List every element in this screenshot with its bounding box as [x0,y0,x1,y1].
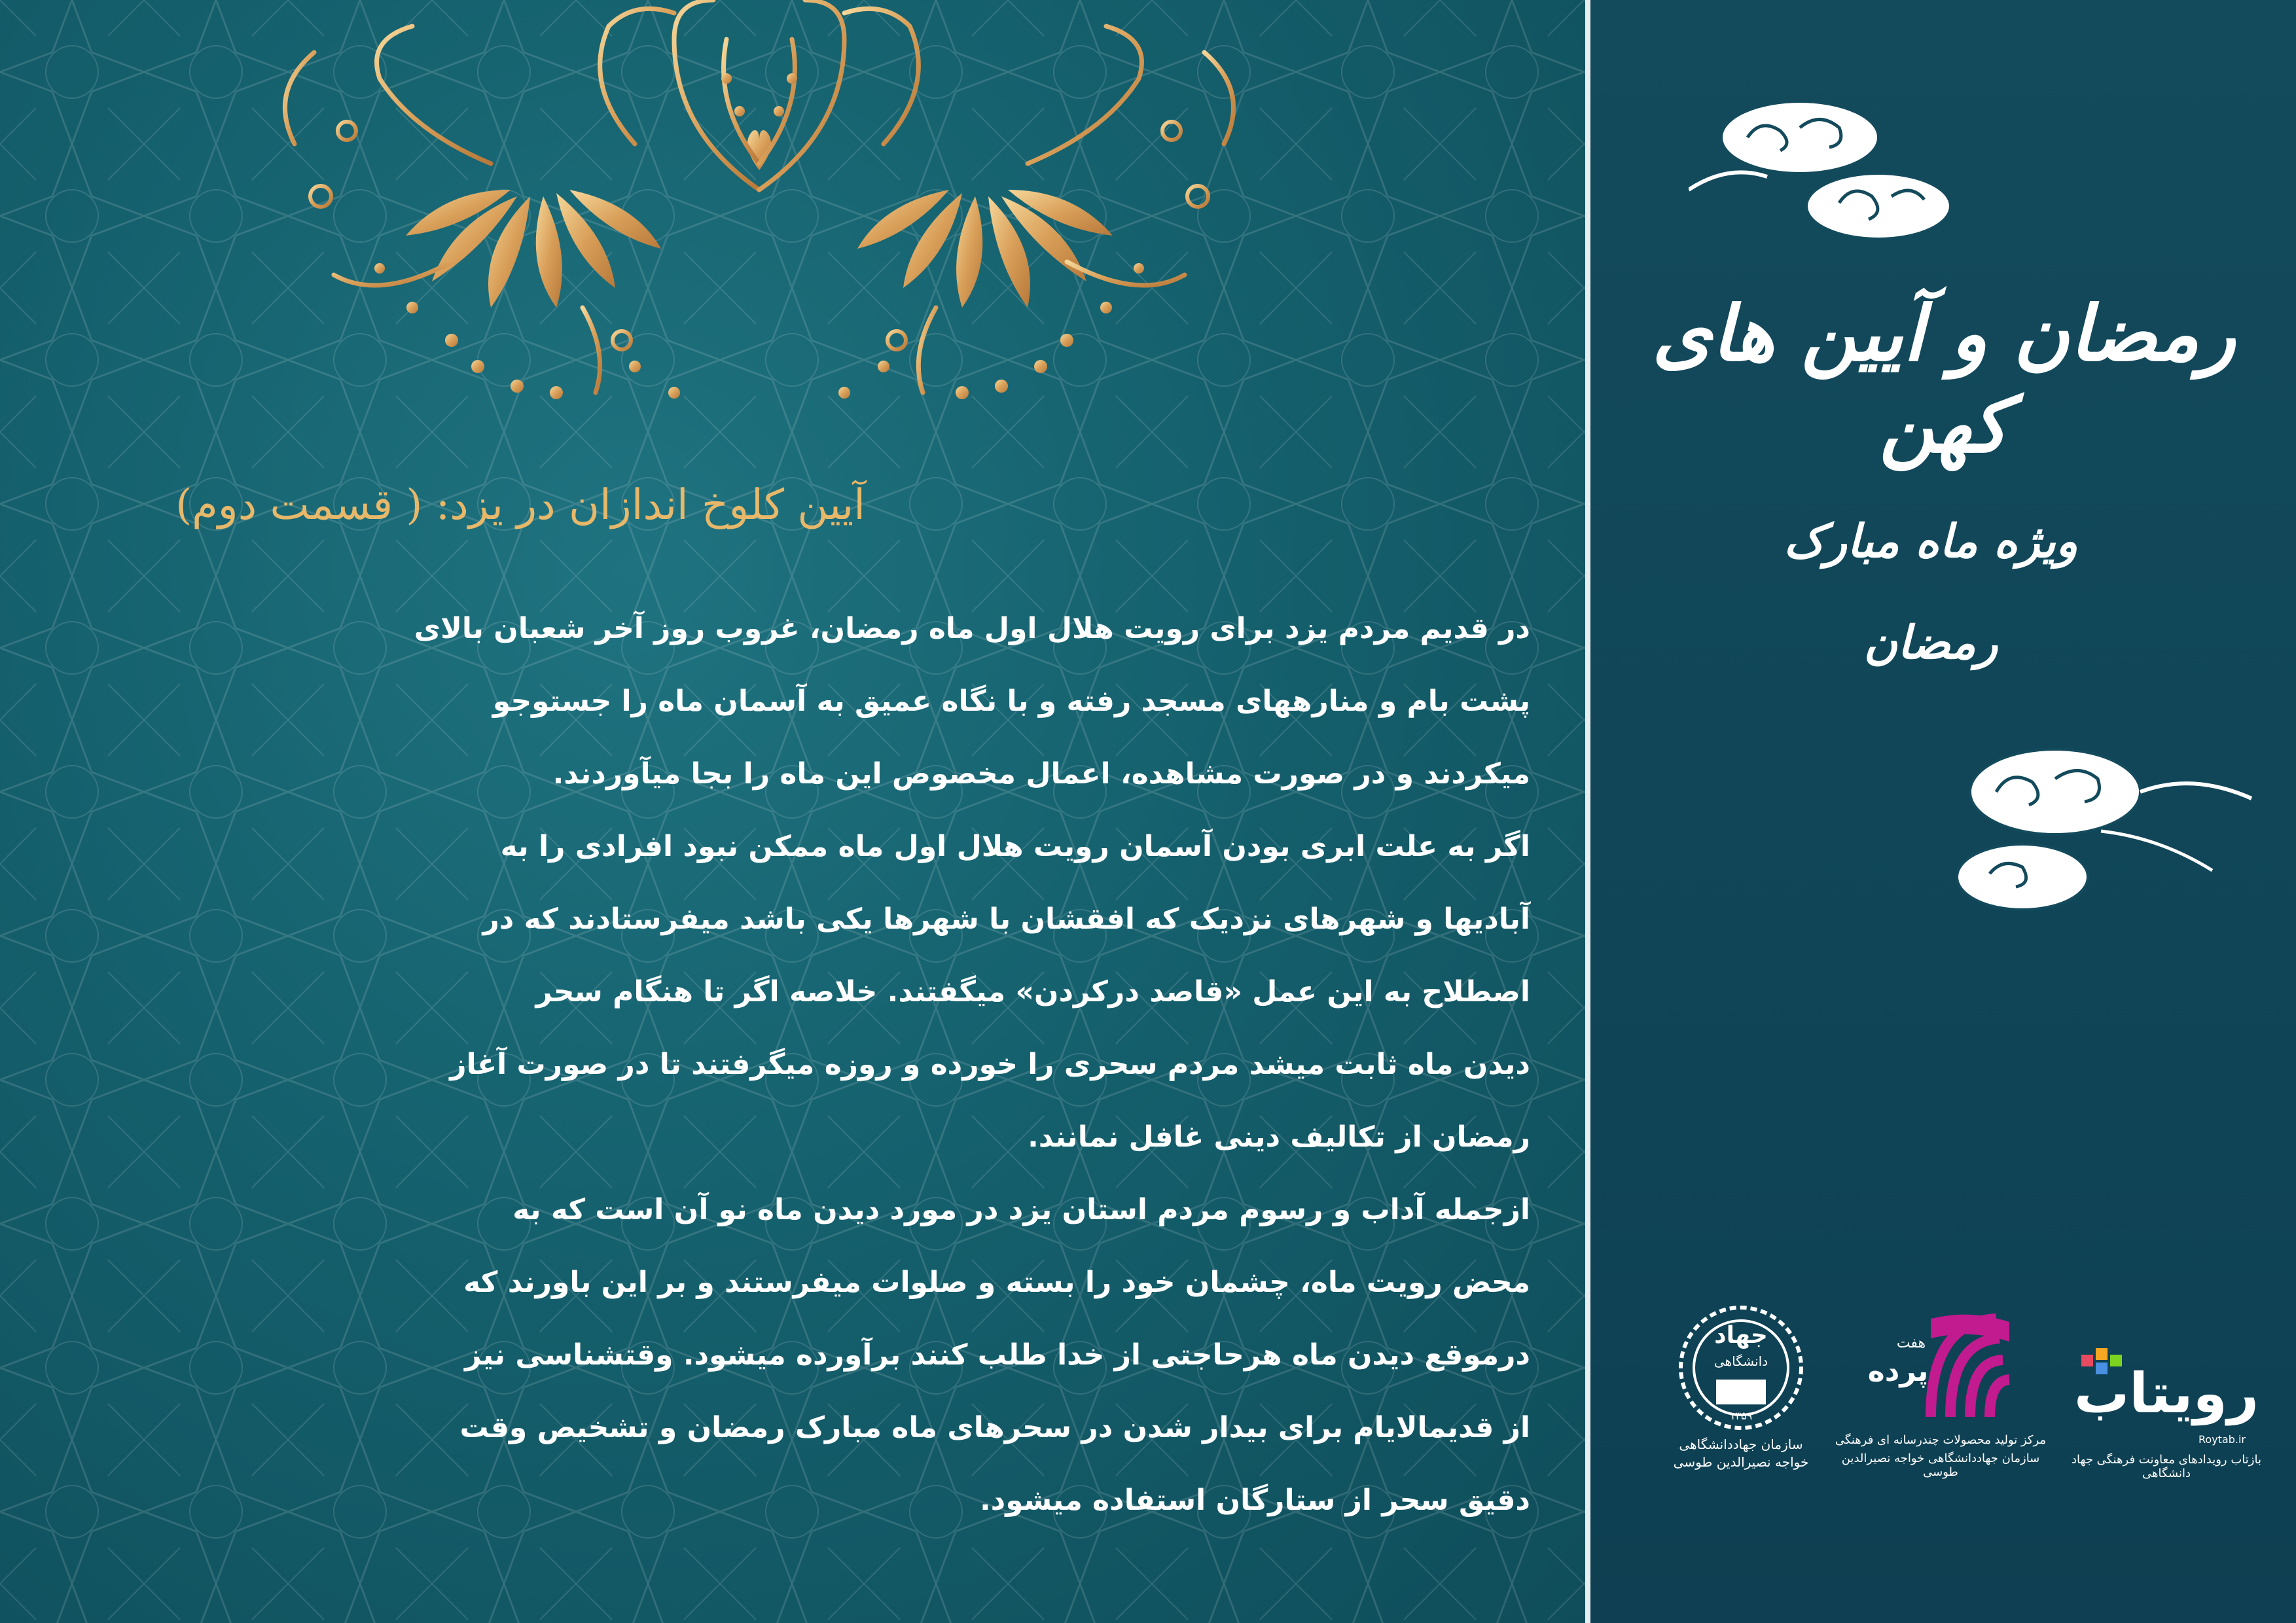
cloud-ornament-bottom [1950,740,2258,936]
article-line: دیدن ماه ثابت میشد مردم سحری را خورده و روزه میگرفتند تا در صورت آغاز [450,1048,1530,1081]
roytab-caption: بازتاب رویدادهای معاونت فرهنگی جهاد دانشگاهی [2072,1453,2261,1480]
haft-pardeh-name-small: هفت [1896,1335,1926,1351]
haft-pardeh-logo [1833,1302,2049,1479]
jahad-logo-year: ۱۳۵۹ [1729,1410,1753,1422]
article-line: در قدیم مردم یزد برای رویت هلال اول ماه رمضان، غروب روز آخر شعبان بالای [414,612,1530,645]
jahad-logo-name2: دانشگاهی [1713,1353,1768,1369]
article-line: محض رویت ماه، چشمان خود را بسته و صلوات میفرستند و بر این باورند که [463,1266,1530,1299]
jahad-logo [1662,1302,1820,1479]
article-line: رمضان از تکالیف دینی غافل نمانند. [1028,1120,1530,1154]
jahad-logo-caption2: خواجه نصیرالدین طوسی [1673,1454,1809,1470]
roytab-logo [2055,1335,2278,1479]
article-line: درموقع دیدن ماه هرحاجتی از خدا طلب کنند برآورده میشود. وقتشناسی نیز [465,1338,1530,1372]
cloud-ornament-top [1689,92,1964,249]
jahad-logo-name: جهاد [1714,1322,1768,1349]
article-line: اگر به علت ابری بودن آسمان رویت هلال اول ماه ممکن نبود افرادی را به [500,830,1530,863]
article-line: آبادیها و شهرهای نزدیک که افقشان با شهرها یکی باشد میفرستادند که در [482,902,1530,936]
haft-pardeh-caption1: مرکز تولید محصولات چندرسانه ای فرهنگی [1835,1433,2047,1447]
article-line: میکردند و در صورت مشاهده، اعمال مخصوص این ماه را بجا میآوردند. [552,757,1530,791]
gold-mandala-ornament [216,0,1302,419]
article-line: از قدیمالایام برای بیدار شدن در سحرهای ماه مبارک رمضان و تشخیص وقت [459,1411,1530,1444]
article-line: پشت بام و منارههای مسجد رفته و با نگاه عمیق به آسمان ماه را جستوجو [492,685,1530,718]
article-line: دقیق سحر از ستارگان استفاده میشود. [979,1484,1530,1517]
article-line: اصطلاح به این عمل «قاصد درکردن» میگفتند. خلاصه اگر تا هنگام سحر [535,975,1530,1008]
roytab-url: Roytab.ir [2198,1433,2246,1446]
poster-subtitle-line1: ویژه ماه مبارک [1784,514,2078,568]
article-heading: آیین کلوخ اندازان در یزد: ( قسمت دوم) [175,481,865,529]
panel-divider [1585,0,1590,1623]
haft-pardeh-caption2: سازمان جهاددانشگاهی خواجه نصیرالدین طوسی [1841,1452,2040,1479]
jahad-logo-caption1: سازمان جهاددانشگاهی [1679,1436,1803,1452]
haft-pardeh-name: پرده [1867,1355,1929,1388]
poster-title: رمضان و آیین های کهن [1652,289,2236,470]
poster-subtitle-line2: رمضان [1863,615,1998,669]
roytab-name: رویتاب [2073,1361,2259,1425]
article-body [72,592,1530,1537]
article-line: ازجمله آداب و رسوم مردم استان یزد در مورد دیدن ماه نو آن است که به [512,1193,1530,1226]
